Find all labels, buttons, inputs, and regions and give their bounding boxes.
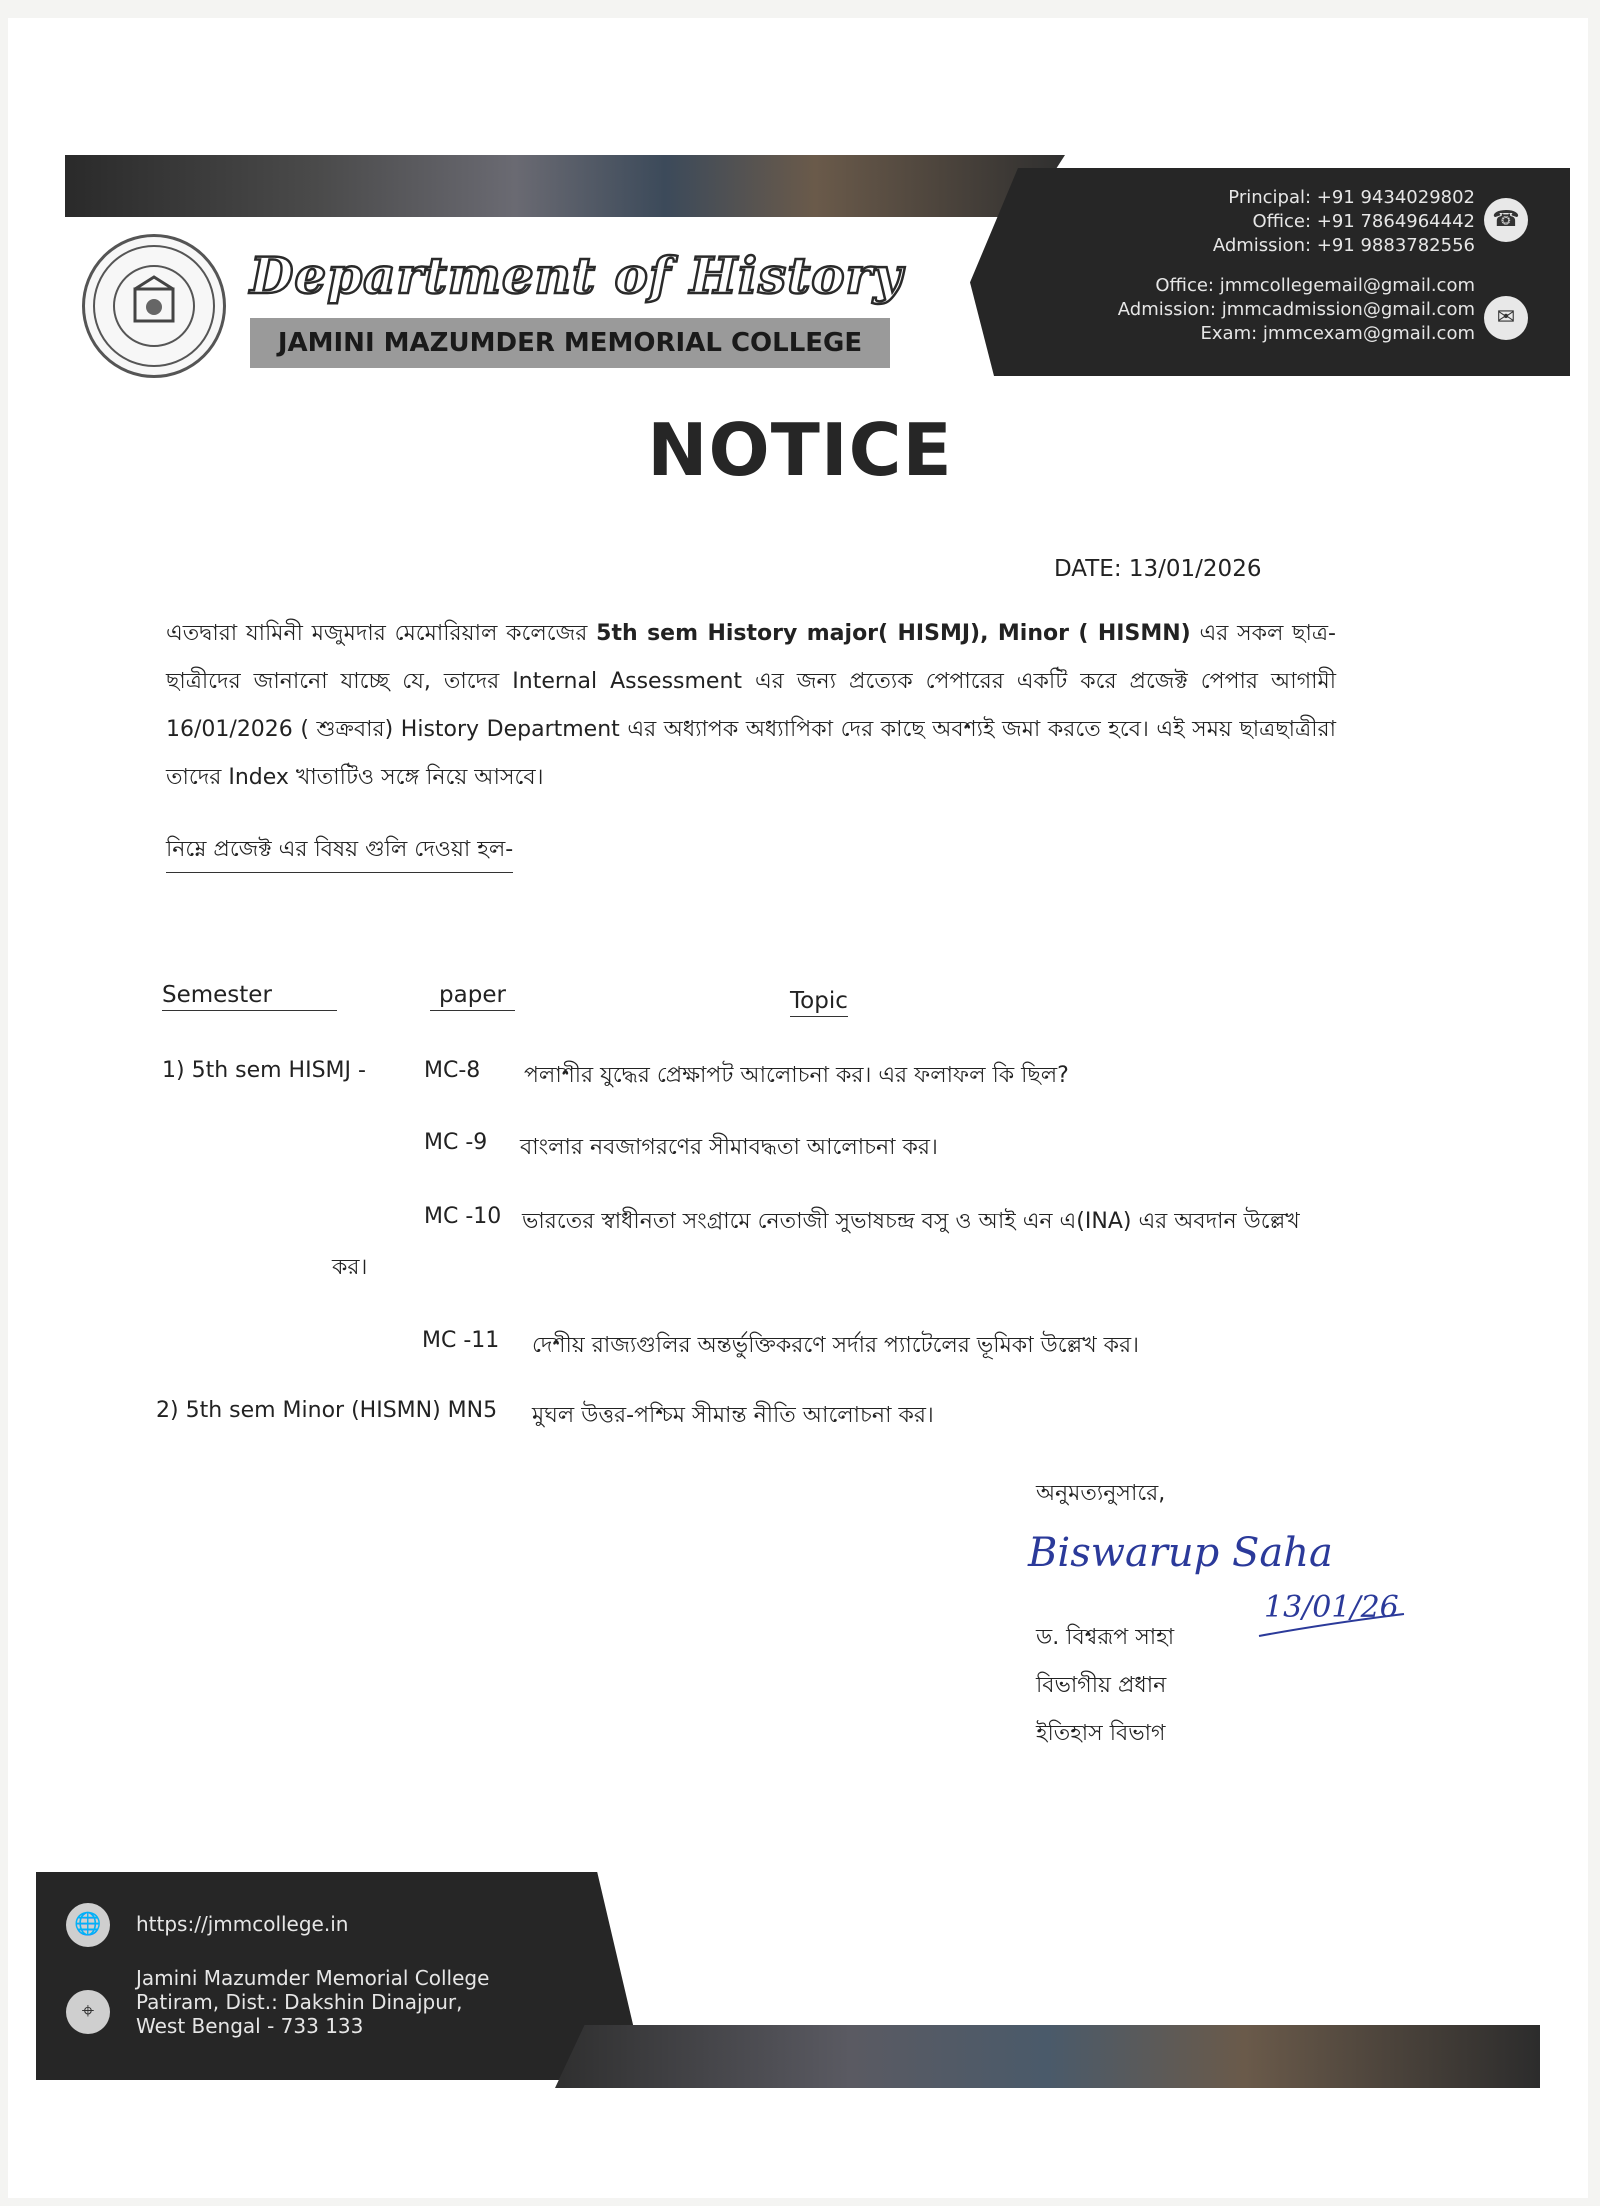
department-title: Department of History [250,246,904,305]
footer-stripe [555,2025,1540,2088]
topics-subheading: নিম্নে প্রজেক্ট এর বিষয় গুলি দেওয়া হল- [166,832,513,873]
row2-paper: MC -9 [424,1130,488,1155]
college-seal-logo [82,234,226,378]
mail-icon: ✉ [1484,296,1528,340]
row3-paper: MC -10 [424,1204,502,1229]
row2-topic: বাংলার নবজাগরণের সীমাবদ্ধতা আলোচনা কর। [520,1135,938,1160]
footer-address [136,1966,489,2038]
email-list [1050,274,1475,346]
globe-icon: 🌐 [66,1903,110,1947]
footer-website[interactable]: https://jmmcollege.in [136,1912,349,1936]
phone-list [1050,186,1475,258]
row1-topic: পলাশীর যুদ্ধের প্রেক্ষাপট আলোচনা কর। এর ফলাফল কি ছিল? [524,1063,1069,1088]
email-admission: Admission: jmmcadmission@gmail.com [1117,299,1475,320]
footer-address-line1: Jamini Mazumder Memorial College [136,1966,490,1990]
footer-address-line2: Patiram, Dist.: Dakshin Dinajpur, [136,1990,463,2014]
row1-paper: MC-8 [424,1058,481,1083]
phone-principal: Principal: +91 9434029802 [1228,187,1475,208]
footer-address-line3: West Bengal - 733 133 [136,2014,364,2038]
college-name: JAMINI MAZUMDER MEMORIAL COLLEGE [250,318,890,368]
phone-admission: Admission: +91 9883782556 [1212,235,1475,256]
group2-label: 2) 5th sem Minor (HISMN) MN5 [156,1398,498,1423]
row4-paper: MC -11 [422,1328,500,1353]
signatory-name: ড. বিশ্বরূপ সাহা [1036,1625,1175,1650]
row4-topic: দেশীয় রাজ্যগুলির অন্তর্ভুক্তিকরণে সর্দার প্যাটেলের ভূমিকা উল্লেখ কর। [532,1333,1139,1358]
email-office: Office: jmmcollegemail@gmail.com [1155,275,1475,296]
body-text-1: এতদ্বারা যামিনী মজুমদার মেমোরিয়াল কলেজের [166,621,597,646]
body-text-bold: 5th sem History major( HISMJ), Minor ( HISMN) [596,621,1191,646]
phone-office: Office: +91 7864964442 [1252,211,1475,232]
group1-label: 1) 5th sem HISMJ - [162,1058,366,1083]
header-stripe [65,155,1065,217]
body-text-2: এর সকল ছাত্র-ছাত্রীদের জানানো যাচ্ছে যে, তাদের Internal Assessment এর জন্য প্রত্যেক পেপারের একটি করে প্রজেক্ট পেপার আগামী 16/01/2026 ( শুক্রবার) History Department এর অধ্যাপক অধ্যাপিকা দের কাছে অবশ্যই জমা করতে হবে। এই সময় ছাত্রছাত্রীরা তাদের Index খাতাটিও সঙ্গে নিয়ে আসবে। [166,621,1336,790]
col-header-topic: Topic [790,988,848,1017]
signatory-department: ইতিহাস বিভাগ [1036,1721,1166,1746]
col-header-semester: Semester [162,982,337,1011]
row3-topic: ভারতের স্বাধীনতা সংগ্রামে নেতাজী সুভাষচন্দ্র বসু ও আই এন এ(INA) এর অবদান উল্লেখ [522,1209,1300,1234]
row3-topic-cont: কর। [332,1255,368,1280]
group2-topic: মুঘল উত্তর-পশ্চিম সীমান্ত নীতি আলোচনা কর। [532,1403,934,1428]
signature-underline [1254,1606,1414,1646]
col-header-paper: paper [430,982,515,1011]
notice-body [166,610,1336,802]
handwritten-signature [1028,1510,1428,1690]
notice-title: NOTICE [647,408,953,492]
signature-name: Biswarup Saha [1028,1530,1333,1576]
closing-text: অনুমত্যনুসারে, [1036,1481,1166,1506]
signatory-designation: বিভাগীয় প্রধান [1036,1673,1167,1698]
location-pin-icon: ⌖ [66,1990,110,2034]
email-exam: Exam: jmmcexam@gmail.com [1200,323,1475,344]
notice-date: DATE: 13/01/2026 [1054,556,1262,582]
phone-icon: ☎ [1484,198,1528,242]
signature-date: 13/01/26 [1264,1590,1399,1625]
